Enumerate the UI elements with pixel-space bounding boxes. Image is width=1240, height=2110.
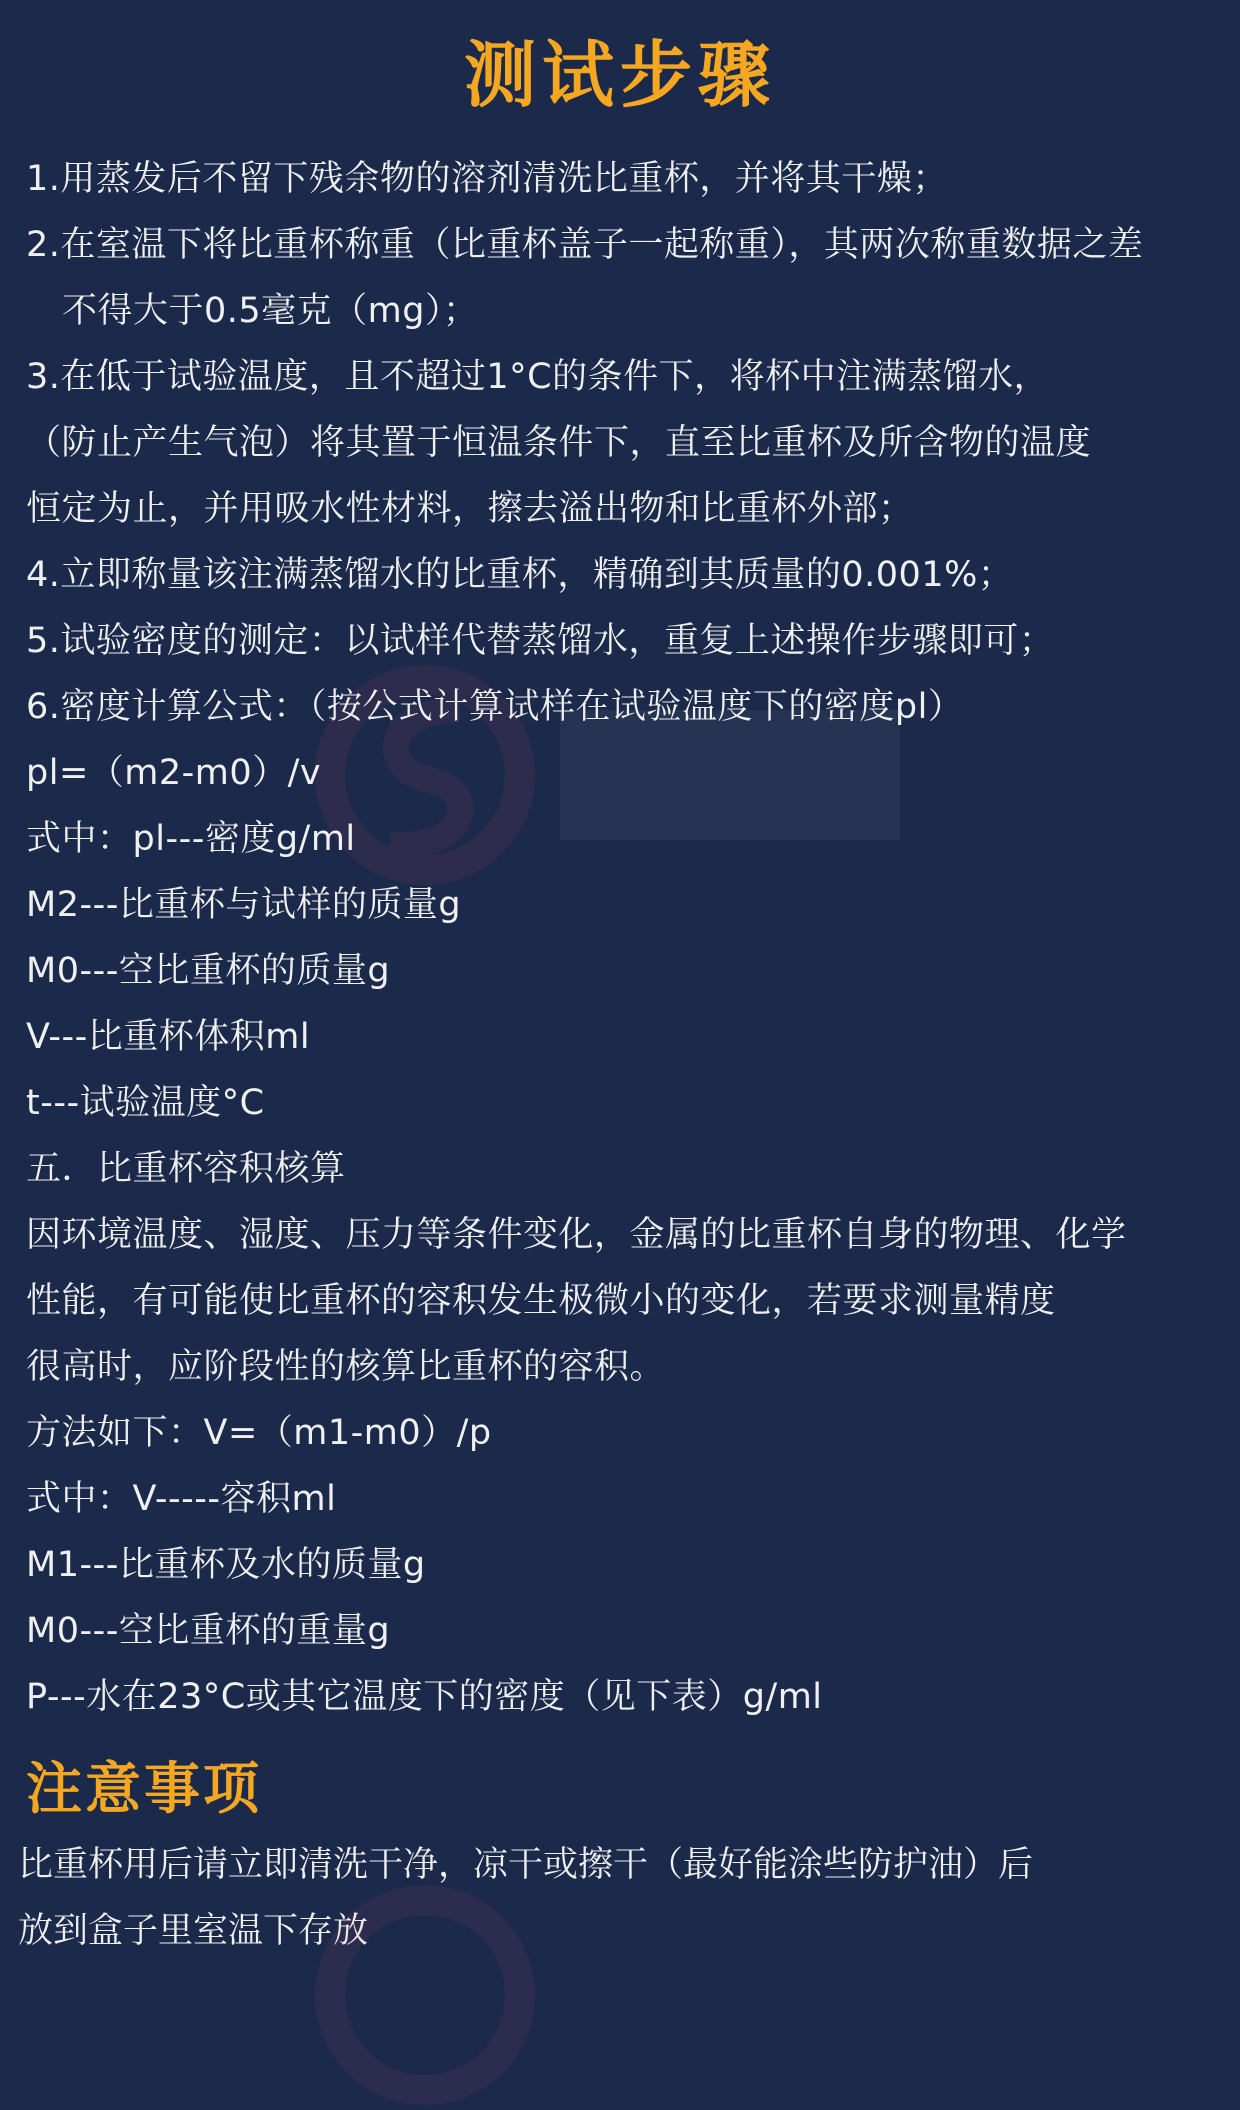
formula-line: 式中：pl---密度g/ml [26,819,356,859]
section-heading: 五．比重杯容积核算 [26,1149,346,1189]
step-line: 4.立即称量该注满蒸馏水的比重杯，精确到其质量的0.001%； [26,555,1014,595]
paragraph-line: 很高时，应阶段性的核算比重杯的容积。 [26,1347,666,1387]
formula-line: M1---比重杯及水的质量g [26,1545,426,1585]
paragraph-line: 性能，有可能使比重杯的容积发生极微小的变化，若要求测量精度 [26,1281,1056,1321]
formula-line: pl=（m2-m0）/v [26,753,322,793]
step-line: 5.试验密度的测定：以试样代替蒸馏水，重复上述操作步骤即可； [26,621,1055,661]
formula-line: t---试验温度°C [26,1083,265,1123]
step-line: 2.在室温下将比重杯称重（比重杯盖子一起称重），其两次称重数据之差 [26,225,1144,265]
formula-line: 方法如下：V=（m1-m0）/p [26,1413,492,1453]
paragraph-line: 因环境温度、湿度、压力等条件变化，金属的比重杯自身的物理、化学 [26,1215,1127,1255]
formula-line: V---比重杯体积ml [26,1017,311,1057]
formula-line: P---水在23°C或其它温度下的密度（见下表）g/ml [26,1677,823,1717]
step-line: 恒定为止，并用吸水性材料，擦去溢出物和比重杯外部； [26,489,914,529]
procedure-steps [26,146,1226,1730]
notes-title: 注意事项 [26,1757,262,1822]
formula-line: M2---比重杯与试样的质量g [26,885,462,925]
step-line: 6.密度计算公式：（按公式计算试样在试验温度下的密度pl） [26,687,964,727]
note-line: 比重杯用后请立即清洗干净，凉干或擦干（最好能涂些防护油）后 [18,1845,1034,1885]
formula-line: M0---空比重杯的质量g [26,951,391,991]
step-line: 1.用蒸发后不留下残余物的溶剂清洗比重杯，并将其干燥； [26,159,948,199]
step-line: 3.在低于试验温度，且不超过1°C的条件下，将杯中注满蒸馏水， [26,357,1050,397]
watermark-logo [320,1880,940,2110]
note-line: 放到盒子里室温下存放 [18,1911,369,1951]
formula-line: M0---空比重杯的重量g [26,1611,391,1651]
step-line: （防止产生气泡）将其置于恒温条件下，直至比重杯及所含物的温度 [26,423,1092,463]
page-title: 测试步骤 [463,33,776,117]
formula-line: 式中：V-----容积ml [26,1479,337,1519]
step-line: 不得大于0.5毫克（mg）； [62,291,479,331]
